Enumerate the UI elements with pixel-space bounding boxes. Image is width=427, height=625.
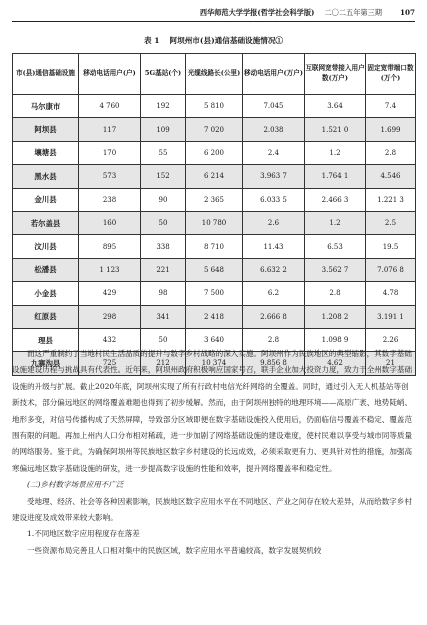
table-cell: 98 xyxy=(141,282,186,305)
county-name-cell: 壤塘县 xyxy=(13,141,79,164)
table-cell: 10 374 xyxy=(186,352,243,375)
county-name-cell: 若尔盖县 xyxy=(13,211,79,234)
column-header: 市(县)通信基础设施 xyxy=(13,54,79,95)
table-cell: 1.221 3 xyxy=(366,188,416,211)
table-cell: 1.521 0 xyxy=(305,118,366,141)
table-cell: 3.562 7 xyxy=(305,258,366,281)
table-cell: 1.098 9 xyxy=(305,328,366,351)
county-name-cell: 九寨沟县 xyxy=(13,352,79,375)
table-cell: 1.2 xyxy=(305,141,366,164)
table-cell: 1.764 1 xyxy=(305,165,366,188)
infrastructure-table xyxy=(12,53,416,376)
table-cell: 170 xyxy=(79,141,141,164)
table-cell: 338 xyxy=(141,235,186,258)
page-number: 107 xyxy=(399,8,415,17)
table-cell: 2.4 xyxy=(243,141,305,164)
paragraph: 而这严重制约了当地村民生活品质的提升与数字乡村战略的深入实施。阿坝州作为民族地区的典型缩影，其数字基础设施建设历程与挑战具有代表性。近年来，阿坝州政府积极响应国家号召，联手企业加大投资力度，致力于全州数字基础设施的升级与扩展。截止2020年底，阿坝州实现了所有行政村电信光纤网络的全覆盖。同时，通过引入无人机基站等创新技术，部分偏远地区的网络覆盖难题也得到了初步缓解。然而，由于阿坝州独特的地理环境——高原广袤、地势陡峭、地形多变，对信号传播构成了天然屏障，导致部分区域即便在数字基础设施投入使用后，仍面临信号覆盖不稳定、覆盖范围有限的问题。再加上州内人口分布相对稀疏，进一步加剧了网络基础设施的建设难度，使村民难以享受与城市同等质量的网络服务。鉴于此，为确保阿坝州等民族地区数字乡村建设的长远成效，必须采取更有力、更具针对性的措施，加强高寒偏远地区数字基础设施的研发，进一步提高数字设施的性能和效率，提升网络覆盖率和稳定性。 xyxy=(12,349,412,473)
table-cell: 10 780 xyxy=(186,211,243,234)
table-cell: 221 xyxy=(141,258,186,281)
table-cell: 429 xyxy=(79,282,141,305)
table-cell: 212 xyxy=(141,352,186,375)
table-cell: 3.191 1 xyxy=(366,305,416,328)
table-cell: 2.6 xyxy=(243,211,305,234)
table-cell: 192 xyxy=(141,95,186,118)
county-name-cell: 松潘县 xyxy=(13,258,79,281)
table-cell: 21 xyxy=(366,352,416,375)
section-heading: (二)乡村数字场景应用不广泛 xyxy=(27,480,124,490)
table-caption xyxy=(0,35,427,46)
table-row xyxy=(13,141,416,164)
table-caption-text: 阿坝州市(县)通信基础设施情况① xyxy=(169,36,284,45)
table-cell: 2 365 xyxy=(186,188,243,211)
table-cell: 50 xyxy=(141,328,186,351)
table-cell: 6.033 5 xyxy=(243,188,305,211)
paragraph: 受地理、经济、社会等各种因素影响，民族地区数字应用水平在不同地区、产业之间存在较大差异，从而给数字乡村建设进度及成效带来较大影响。 xyxy=(12,496,412,523)
table-cell: 1.699 xyxy=(366,118,416,141)
table-cell: 7.045 xyxy=(243,95,305,118)
table-cell: 4 760 xyxy=(79,95,141,118)
column-header: 移动电话用户(户) xyxy=(79,54,141,95)
table-cell: 9.856 8 xyxy=(243,352,305,375)
table-cell: 725 xyxy=(79,352,141,375)
table-cell: 1.2 xyxy=(305,211,366,234)
table-cell: 90 xyxy=(141,188,186,211)
table-cell: 152 xyxy=(141,165,186,188)
county-name-cell: 马尔康市 xyxy=(13,95,79,118)
table-cell: 2.466 3 xyxy=(305,188,366,211)
table-cell: 5 648 xyxy=(186,258,243,281)
table-cell: 2.8 xyxy=(243,328,305,351)
table-cell: 5 810 xyxy=(186,95,243,118)
table-cell: 1 123 xyxy=(79,258,141,281)
table-cell: 341 xyxy=(141,305,186,328)
table-row xyxy=(13,305,416,328)
table-header-row xyxy=(13,54,416,95)
subsection-heading: 1.不同地区数字应用程度存在落差 xyxy=(27,529,140,539)
table-label: 表 1 xyxy=(143,36,160,45)
issue-label: 二〇二五年第三期 xyxy=(324,8,382,17)
table-cell: 2.5 xyxy=(366,211,416,234)
body-text xyxy=(12,346,415,559)
table-cell: 11.43 xyxy=(243,235,305,258)
table-row xyxy=(13,118,416,141)
table-row xyxy=(13,95,416,118)
table-cell: 238 xyxy=(79,188,141,211)
table-cell: 7.4 xyxy=(366,95,416,118)
table-cell: 7.076 8 xyxy=(366,258,416,281)
county-name-cell: 阿坝县 xyxy=(13,118,79,141)
table-cell: 1.208 2 xyxy=(305,305,366,328)
table-cell: 6 214 xyxy=(186,165,243,188)
county-name-cell: 红原县 xyxy=(13,305,79,328)
county-name-cell: 金川县 xyxy=(13,188,79,211)
table-cell: 298 xyxy=(79,305,141,328)
column-header: 5G基站(个) xyxy=(141,54,186,95)
paragraph: 一些资源布局完善且人口相对集中的民族区域，数字应用水平普遍较高，数字发展契机较 xyxy=(27,545,322,555)
table-cell: 3 640 xyxy=(186,328,243,351)
header-rule xyxy=(12,21,415,22)
table-row xyxy=(13,282,416,305)
table-cell: 6 200 xyxy=(186,141,243,164)
table-cell: 2.8 xyxy=(366,141,416,164)
table-cell: 6.2 xyxy=(243,282,305,305)
table-cell: 160 xyxy=(79,211,141,234)
table-row xyxy=(13,235,416,258)
table-row xyxy=(13,258,416,281)
table-cell: 6.632 2 xyxy=(243,258,305,281)
column-header: 光缆线路长(公里) xyxy=(186,54,243,95)
table-cell: 7 020 xyxy=(186,118,243,141)
table-cell: 117 xyxy=(79,118,141,141)
column-header: 移动电话用户(万户) xyxy=(243,54,305,95)
column-header: 互联网宽带接入用户数(万户) xyxy=(305,54,366,95)
table-cell: 2.666 8 xyxy=(243,305,305,328)
column-header: 固定宽带端口数(万个) xyxy=(366,54,416,95)
table-cell: 3.963 7 xyxy=(243,165,305,188)
county-name-cell: 汶川县 xyxy=(13,235,79,258)
table-cell: 2.26 xyxy=(366,328,416,351)
table-cell: 3.64 xyxy=(305,95,366,118)
table-cell: 4.62 xyxy=(305,352,366,375)
table-cell: 7 500 xyxy=(186,282,243,305)
running-header xyxy=(12,8,415,18)
table-cell: 19.5 xyxy=(366,235,416,258)
county-name-cell: 黑水县 xyxy=(13,165,79,188)
table-cell: 573 xyxy=(79,165,141,188)
table-cell: 2 418 xyxy=(186,305,243,328)
county-name-cell: 理县 xyxy=(13,328,79,351)
county-name-cell: 小金县 xyxy=(13,282,79,305)
table-cell: 50 xyxy=(141,211,186,234)
table-cell: 2.8 xyxy=(305,282,366,305)
table-cell: 2.038 xyxy=(243,118,305,141)
table-cell: 4.78 xyxy=(366,282,416,305)
table-cell: 4.546 xyxy=(366,165,416,188)
table-row xyxy=(13,211,416,234)
table-cell: 8 710 xyxy=(186,235,243,258)
table-row xyxy=(13,188,416,211)
table-body xyxy=(13,95,416,376)
journal-title: 西华师范大学学报(哲学社会科学版) xyxy=(199,8,315,17)
table-cell: 55 xyxy=(141,141,186,164)
table-cell: 109 xyxy=(141,118,186,141)
table-cell: 6.53 xyxy=(305,235,366,258)
table-cell: 432 xyxy=(79,328,141,351)
table-cell: 895 xyxy=(79,235,141,258)
table-row xyxy=(13,165,416,188)
